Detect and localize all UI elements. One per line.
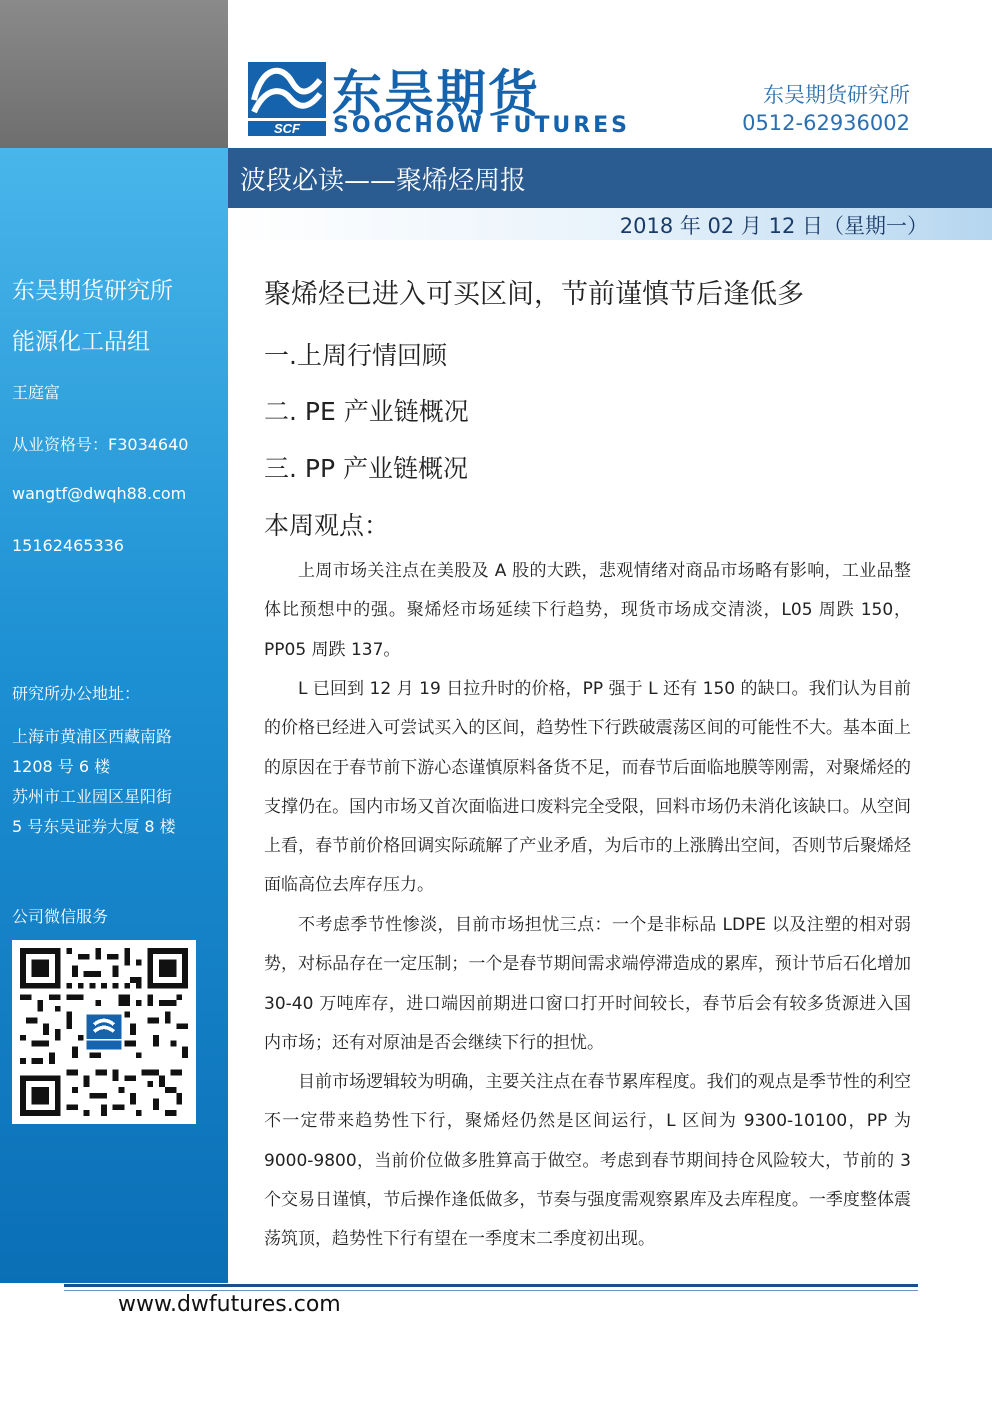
section-heading-3: 三. PP 产业链概况 xyxy=(264,454,468,483)
wechat-qr-code[interactable] xyxy=(12,940,196,1124)
paragraph-1: 上周市场关注点在美股及 A 股的大跌，悲观情绪对商品市场略有影响，工业品整体比预想中的强。聚烯烃市场延续下行趋势，现货市场成交清淡，L05 周跌 150，PP05 周跌 137。 xyxy=(264,561,911,660)
report-date: 2018 年 02 月 12 日（星期一） xyxy=(619,214,928,238)
logo-text: SCF xyxy=(274,121,300,136)
report-title: 波段必读——聚烯烃周报 xyxy=(240,166,527,196)
sidebar-group: 能源化工品组 xyxy=(12,329,150,355)
section-heading-2: 二. PE 产业链概况 xyxy=(264,397,469,426)
address-line-2: 1208 号 6 楼 xyxy=(12,757,111,776)
wechat-label: 公司微信服务 xyxy=(12,907,109,926)
sidebar-license: 从业资格号：F3034640 xyxy=(12,435,189,454)
institute-name: 东吴期货研究所 xyxy=(763,83,910,107)
sidebar-email[interactable]: wangtf@dwqh88.com xyxy=(12,484,187,503)
section-heading-4: 本周观点： xyxy=(264,511,390,540)
footer-rule xyxy=(64,1284,918,1287)
brand-name-en: SOOCHOW FUTURES xyxy=(333,113,631,138)
sidebar-mobile: 15162465336 xyxy=(12,536,124,555)
paragraph-2: L 已回到 12 月 19 日拉升时的价格，PP 强于 L 还有 150 的缺口。我们认为目前的价格已经进入可尝试买入的区间，趋势性下行跌破震荡区间的可能性不大。基本面上的原因在于春节前下游心态谨慎原料备货不足，而春节后面临地膜等刚需，对聚烯烃的支撑仍在。国内市场又首次面临进口废料完全受限，回料市场仍未消化该缺口。从空间上看，春节前价格回调实际疏解了产业矛盾，为后市的上涨腾出空间，否则节后聚烯烃面临高位去库存压力。 xyxy=(264,679,911,896)
institute-phone: 0512-62936002 xyxy=(742,111,910,135)
scf-logo-icon xyxy=(248,62,326,136)
footer-rule-thin xyxy=(64,1290,918,1291)
paragraph-3: 不考虑季节性惨淡，目前市场担忧三点：一个是非标品 LDPE 以及注塑的相对弱势，对标品存在一定压制；一个是春节期间需求端停滞造成的累库，预计节后石化增加 30-40 万吨库存，进口端因前期进口窗口打开时间较长，春节后会有较多货源进入国内市场；还有对原油是否会继续下行的担忧。 xyxy=(264,915,911,1053)
address-label: 研究所办公地址： xyxy=(12,684,141,703)
address-line-4: 5 号东吴证券大厦 8 楼 xyxy=(12,817,176,836)
sidebar-top-band xyxy=(0,0,228,148)
address-line-3: 苏州市工业园区星阳街 xyxy=(12,787,173,806)
report-headline: 聚烯烃已进入可买区间，节前谨慎节后逢低多 xyxy=(264,279,804,310)
section-heading-1: 一.上周行情回顾 xyxy=(264,341,447,370)
sidebar-author: 王庭富 xyxy=(12,383,61,402)
sidebar-org: 东吴期货研究所 xyxy=(12,278,173,304)
brand-name-cn: 东吴期货 xyxy=(332,65,540,123)
qr-code-icon xyxy=(20,948,188,1116)
paragraph-4: 目前市场逻辑较为明确，主要关注点在春节累库程度。我们的观点是季节性的利空不一定带来趋势性下行，聚烯烃仍然是区间运行，L 区间为 9300-10100，PP 为 9000-9800，当前价位做多胜算高于做空。考虑到春节期间持仓风险较大，节前的 3 个交易日谨慎，节后操作逢低做多，节奏与强度需观察累库及去库程度。一季度整体震荡筑顶，趋势性下行有望在一季度末二季度初出现。 xyxy=(264,1072,911,1250)
address-line-1: 上海市黄浦区西藏南路 xyxy=(12,727,173,746)
footer-website-link[interactable]: www.dwfutures.com xyxy=(118,1292,341,1317)
